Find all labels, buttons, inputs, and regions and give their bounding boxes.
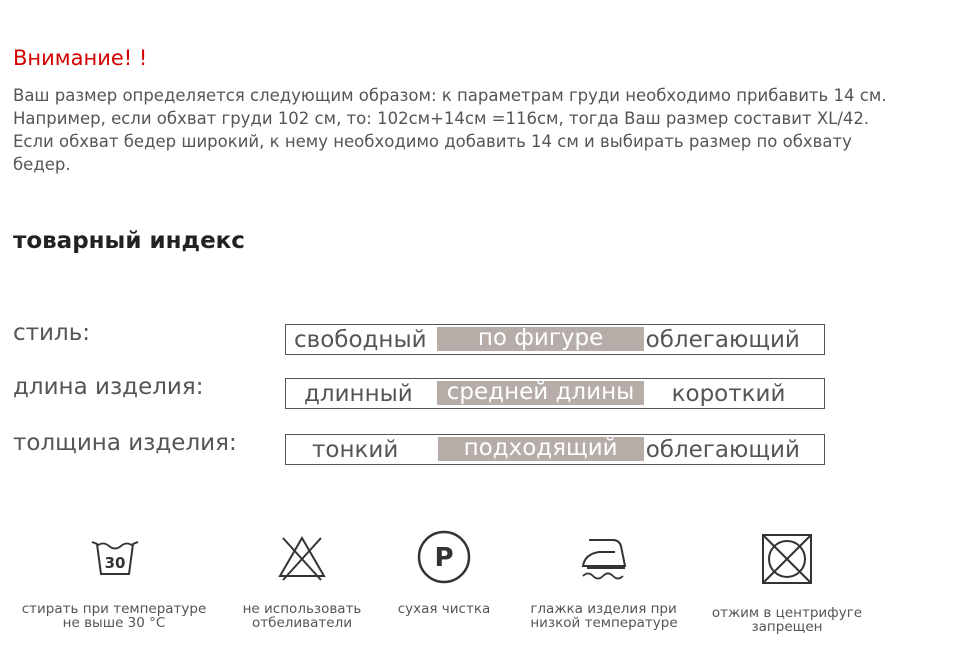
spec-label: стиль: xyxy=(13,320,90,346)
spec-row-length xyxy=(13,374,833,410)
attention-heading: Внимание! ! xyxy=(13,46,148,70)
spec-option-selected: подходящий xyxy=(438,437,644,461)
svg-text:P: P xyxy=(434,543,454,573)
spec-row-thickness xyxy=(13,430,833,466)
spec-scale xyxy=(285,378,825,409)
care-dry-clean xyxy=(384,532,504,616)
spec-scale xyxy=(285,434,825,465)
svg-text:30: 30 xyxy=(104,554,126,572)
no-tumble-dry-icon xyxy=(760,532,814,586)
spec-label: толщина изделия: xyxy=(13,430,237,456)
spec-option-selected: по фигуре xyxy=(437,327,643,351)
spec-option: длинный xyxy=(304,381,413,407)
care-wash xyxy=(14,532,214,630)
size-note: Ваш размер определяется следующим образом: к параметрам груди необходимо прибавить 14 см. Например, если обхват груди 102 см, то: 102см+14см =116см, тогда Ваш размер составит XL/42. Если обхват бедер широкий, к нему необходимо добавить 14 см и выбирать размер по обхвату бедер. xyxy=(13,86,887,174)
spec-label: длина изделия: xyxy=(13,374,204,400)
wash-30-icon xyxy=(89,532,139,582)
care-label: отжим в центрифуге запрещен xyxy=(711,605,863,635)
spec-row-style xyxy=(13,320,833,356)
iron-low-icon xyxy=(579,532,629,582)
spec-option: облегающий xyxy=(645,327,800,353)
section-title: товарный индекс xyxy=(13,228,245,254)
spec-option: свободный xyxy=(294,327,427,353)
spec-option: короткий xyxy=(671,381,786,407)
care-label: сухая чистка xyxy=(397,601,491,617)
no-bleach-icon xyxy=(277,532,327,582)
care-label: стирать при температуре не выше 30 °C xyxy=(21,601,207,631)
spec-option: облегающий xyxy=(645,437,800,463)
dry-clean-p-icon xyxy=(416,529,472,585)
care-label: глажка изделия при низкой температуре xyxy=(530,601,678,631)
spec-option-selected: средней длины xyxy=(437,381,643,405)
care-no-bleach xyxy=(232,532,372,630)
spec-scale xyxy=(285,324,825,355)
care-label: не использовать отбеливатели xyxy=(242,601,362,631)
spec-option: тонкий xyxy=(312,437,399,463)
care-no-tumble xyxy=(710,532,864,634)
care-iron xyxy=(524,532,684,631)
